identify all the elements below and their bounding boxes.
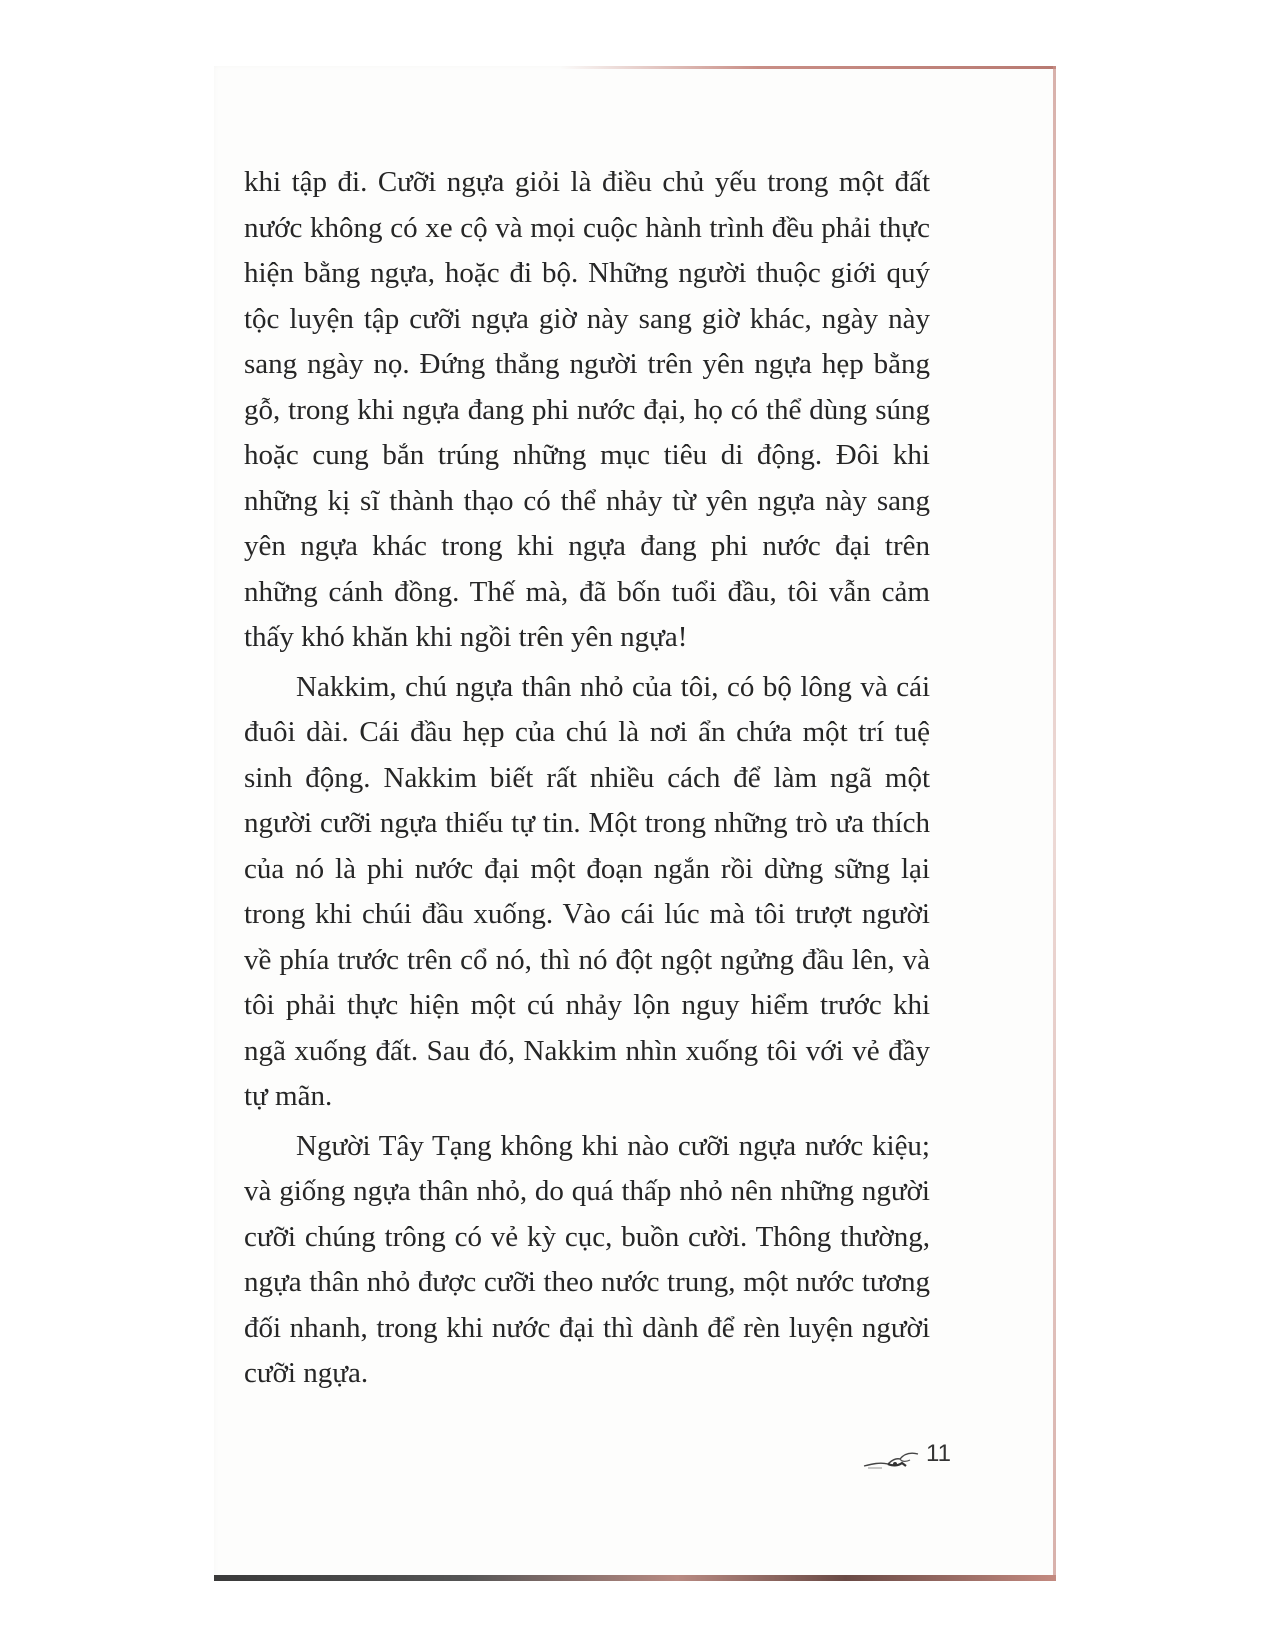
paragraph-1: khi tập đi. Cưỡi ngựa giỏi là điều chủ yếu trong một đất nước không có xe cộ và mọi cuộc hành trình đều phải thực hiện bằng ngựa, hoặc đi bộ. Những người thuộc giới quý tộc luyện tập cưỡi ngựa giờ này sang giờ khác, ngày này sang ngày nọ. Đứng thẳng người trên yên ngựa hẹp bằng gỗ, trong khi ngựa đang phi nước đại, họ có thể dùng súng hoặc cung bắn trúng những mục tiêu di động. Đôi khi những kị sĩ thành thạo có thể nhảy từ yên ngựa này sang yên ngựa khác trong khi ngựa đang phi nước đại trên những cánh đồng. Thế mà, đã bốn tuổi đầu, tôi vẫn cảm thấy khó khăn khi ngồi trên yên ngựa! bbox=[244, 166, 930, 653]
page-right-edge bbox=[1053, 66, 1056, 1580]
page-footer bbox=[862, 1438, 958, 1474]
page-number: 11 bbox=[926, 1440, 951, 1467]
page-top-edge bbox=[560, 66, 1056, 69]
body-text bbox=[244, 160, 930, 1401]
paragraph-2: Nakkim, chú ngựa thân nhỏ của tôi, có bộ lông và cái đuôi dài. Cái đầu hẹp của chú là nơi ẩn chứa một trí tuệ sinh động. Nakkim biết rất nhiều cách để làm ngã một người cưỡi ngựa thiếu tự tin. Một trong những trò ưa thích của nó là phi nước đại một đoạn ngắn rồi dừng sững lại trong khi chúi đầu xuống. Vào cái lúc mà tôi trượt người về phía trước trên cổ nó, thì nó đột ngột ngửng đầu lên, và tôi phải thực hiện một cú nhảy lộn nguy hiểm trước khi ngã xuống đất. Sau đó, Nakkim nhìn xuống tôi với vẻ đầy tự mãn. bbox=[244, 670, 930, 1112]
horse-ornament-icon bbox=[862, 1442, 922, 1472]
paragraph-3: Người Tây Tạng không khi nào cưỡi ngựa nước kiệu; và giống ngựa thân nhỏ, do quá thấp nhỏ nên những người cưỡi chúng trông có vẻ kỳ cục, buồn cười. Thông thường, ngựa thân nhỏ được cưỡi theo nước trung, một nước tương đối nhanh, trong khi nước đại thì dành để rèn luyện người cưỡi ngựa. bbox=[244, 1129, 930, 1389]
page-bottom-edge bbox=[214, 1575, 1056, 1581]
